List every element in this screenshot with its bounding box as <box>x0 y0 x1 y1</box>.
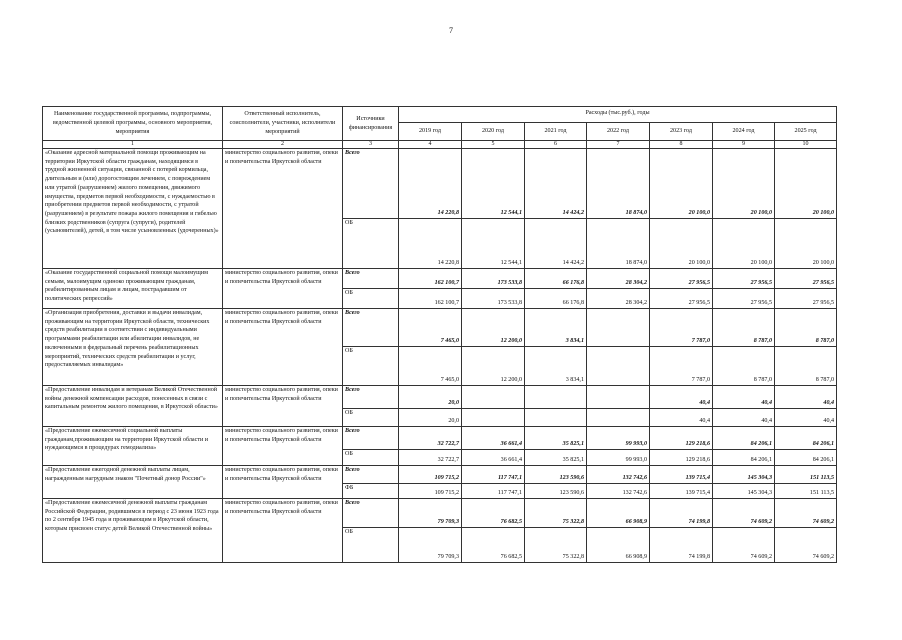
amount-budget: 75 322,8 <box>525 528 587 563</box>
amount-budget: 123 590,6 <box>525 484 587 499</box>
amount-budget: 12 200,0 <box>462 347 525 386</box>
amount-total: 74 609,2 <box>713 499 775 528</box>
source-budget: ОБ <box>343 219 399 269</box>
amount-total: 20,0 <box>399 386 462 409</box>
amount-budget: 27 956,5 <box>775 289 837 309</box>
amount-total: 20 100,0 <box>713 149 775 219</box>
amount-budget: 145 304,3 <box>713 484 775 499</box>
amount-budget: 8 787,0 <box>775 347 837 386</box>
amount-total: 117 747,1 <box>462 466 525 484</box>
amount-budget: 84 206,1 <box>775 450 837 466</box>
header-expenses: Расходы (тыс.руб.), годы <box>399 107 837 123</box>
amount-total: 32 722,7 <box>399 427 462 450</box>
column-number: 5 <box>462 141 525 149</box>
amount-total: 145 304,3 <box>713 466 775 484</box>
source-budget: ОБ <box>343 409 399 427</box>
responsible-executor: министерство социального развития, опеки и попечительства Иркутской области <box>223 309 343 386</box>
amount-budget: 27 956,5 <box>713 289 775 309</box>
source-budget: ОБ <box>343 347 399 386</box>
amount-budget: 20 100,0 <box>713 219 775 269</box>
header-year: 2019 год <box>399 123 462 141</box>
amount-budget: 79 709,3 <box>399 528 462 563</box>
amount-budget: 20,0 <box>399 409 462 427</box>
source-total: Всего <box>343 269 399 289</box>
header-year: 2022 год <box>587 123 650 141</box>
source-total: Всего <box>343 386 399 409</box>
amount-budget: 35 825,1 <box>525 450 587 466</box>
header-name: Наименование государственной программы, подпрограммы, ведомственной целевой программы, основного мероприятия, мероприятия <box>43 107 223 141</box>
amount-total: 40,4 <box>650 386 713 409</box>
amount-budget <box>462 409 525 427</box>
amount-budget: 27 956,5 <box>650 289 713 309</box>
table-row <box>43 269 837 289</box>
amount-total: 36 661,4 <box>462 427 525 450</box>
amount-total: 76 682,5 <box>462 499 525 528</box>
amount-total: 79 709,3 <box>399 499 462 528</box>
column-number: 7 <box>587 141 650 149</box>
column-number: 10 <box>775 141 837 149</box>
measure-name: «Предоставление ежегодной денежной выплаты лицам, награжденным нагрудным знаком "Почетный донор России"» <box>43 466 223 499</box>
amount-budget: 7 787,0 <box>650 347 713 386</box>
amount-budget <box>587 347 650 386</box>
amount-total: 27 956,5 <box>650 269 713 289</box>
header-year: 2023 год <box>650 123 713 141</box>
amount-total: 132 742,6 <box>587 466 650 484</box>
source-total: Всего <box>343 309 399 347</box>
measure-name: «Предоставление инвалидам и ветеранам Великой Отечественной войны денежной компенсации расходов, понесенных в связи с капитальным ремонтом жилого помещения, в Иркутской области» <box>43 386 223 427</box>
amount-budget: 3 834,1 <box>525 347 587 386</box>
amount-budget <box>525 409 587 427</box>
header-responsible: Ответственный исполнитель, соисполнители, участники, исполнители мероприятий <box>223 107 343 141</box>
header-year: 2025 год <box>775 123 837 141</box>
responsible-executor: министерство социального развития, опеки и попечительства Иркутской области <box>223 427 343 466</box>
column-number: 9 <box>713 141 775 149</box>
column-number: 3 <box>343 141 399 149</box>
source-budget: ОБ <box>343 289 399 309</box>
amount-total: 66 176,8 <box>525 269 587 289</box>
amount-budget: 7 465,0 <box>399 347 462 386</box>
amount-budget: 84 206,1 <box>713 450 775 466</box>
source-total: Всего <box>343 427 399 450</box>
amount-total: 35 825,1 <box>525 427 587 450</box>
amount-total: 66 908,9 <box>587 499 650 528</box>
amount-total: 28 304,2 <box>587 269 650 289</box>
table-row <box>43 427 837 450</box>
column-number: 8 <box>650 141 713 149</box>
amount-total: 40,4 <box>775 386 837 409</box>
amount-budget: 74 199,8 <box>650 528 713 563</box>
amount-total: 139 715,4 <box>650 466 713 484</box>
source-total: Всего <box>343 149 399 219</box>
measure-name: «Оказание адресной материальной помощи проживающим на территории Иркутской области гражданам, находящимся в трудной жизненной ситуации, связанной с потерей кормильца, длительным и (или) дорогостоящим лечением, с повреждением или утратой (разрушением) жилого помещения, движимого имущества, предметов первой необходимости, с нуждаемостью в приобретении предметов первой необходимости, с утратой (разрушением) в результате пожара жилого помещения и гибелью близких родственников (супруга (супруги), родителей (усыновителей), детей, в том числе усыновленных (удочеренных)» <box>43 149 223 269</box>
column-number: 6 <box>525 141 587 149</box>
amount-budget: 132 742,6 <box>587 484 650 499</box>
amount-total: 8 787,0 <box>713 309 775 347</box>
responsible-executor: министерство социального развития, опеки и попечительства Иркутской области <box>223 499 343 563</box>
amount-budget: 74 609,2 <box>775 528 837 563</box>
amount-total: 40,4 <box>713 386 775 409</box>
amount-budget: 173 533,8 <box>462 289 525 309</box>
amount-budget: 40,4 <box>650 409 713 427</box>
amount-budget: 117 747,1 <box>462 484 525 499</box>
amount-budget: 20 100,0 <box>775 219 837 269</box>
amount-total <box>587 309 650 347</box>
amount-total: 12 544,1 <box>462 149 525 219</box>
amount-budget <box>587 409 650 427</box>
amount-total: 12 200,0 <box>462 309 525 347</box>
amount-total: 84 206,1 <box>713 427 775 450</box>
amount-total: 173 533,8 <box>462 269 525 289</box>
source-total: Всего <box>343 466 399 484</box>
amount-budget: 40,4 <box>713 409 775 427</box>
measure-name: «Предоставление ежемесячной социальной выплаты гражданам,проживающим на территории Иркутской области и нуждающимся в процедурах гемодиализа» <box>43 427 223 466</box>
amount-budget: 66 908,9 <box>587 528 650 563</box>
amount-total: 99 993,0 <box>587 427 650 450</box>
amount-budget: 76 682,5 <box>462 528 525 563</box>
amount-total <box>462 386 525 409</box>
responsible-executor: министерство социального развития, опеки и попечительства Иркутской области <box>223 386 343 427</box>
header-year: 2021 год <box>525 123 587 141</box>
amount-total: 109 715,2 <box>399 466 462 484</box>
amount-total: 74 199,8 <box>650 499 713 528</box>
amount-total: 27 956,5 <box>713 269 775 289</box>
amount-total <box>587 386 650 409</box>
amount-total: 129 218,6 <box>650 427 713 450</box>
source-budget: ОБ <box>343 450 399 466</box>
column-number: 2 <box>223 141 343 149</box>
amount-total: 20 100,0 <box>775 149 837 219</box>
table-row <box>43 149 837 219</box>
amount-budget: 18 874,0 <box>587 219 650 269</box>
column-number: 1 <box>43 141 223 149</box>
amount-budget: 151 113,5 <box>775 484 837 499</box>
amount-total: 7 787,0 <box>650 309 713 347</box>
table-row <box>43 466 837 484</box>
measure-name: «Предоставление ежемесячной денежной выплаты гражданам Российской Федерации, родившимся в период с 23 июня 1923 года по 2 сентября 1945 года и проживающим в Иркутской области, которым присвоен статус детей Великой Отечественной войны» <box>43 499 223 563</box>
measure-name: «Оказание государственной социальной помощи малоимущим семьям, малоимущим одиноко проживающим гражданам, реабилитированным лицам и лицам, пострадавшим от политических репрессий» <box>43 269 223 309</box>
amount-total: 3 834,1 <box>525 309 587 347</box>
table-row <box>43 386 837 409</box>
amount-total: 162 100,7 <box>399 269 462 289</box>
amount-budget: 99 993,0 <box>587 450 650 466</box>
column-number: 4 <box>399 141 462 149</box>
source-budget: ФБ <box>343 484 399 499</box>
amount-total: 18 874,0 <box>587 149 650 219</box>
responsible-executor: министерство социального развития, опеки и попечительства Иркутской области <box>223 149 343 269</box>
amount-total: 84 206,1 <box>775 427 837 450</box>
amount-total: 8 787,0 <box>775 309 837 347</box>
header-year: 2024 год <box>713 123 775 141</box>
header-source: Источники финансирования <box>343 107 399 141</box>
source-budget: ОБ <box>343 528 399 563</box>
amount-budget: 32 722,7 <box>399 450 462 466</box>
amount-budget: 40,4 <box>775 409 837 427</box>
responsible-executor: министерство социального развития, опеки и попечительства Иркутской области <box>223 466 343 499</box>
amount-budget: 14 424,2 <box>525 219 587 269</box>
amount-total: 123 590,6 <box>525 466 587 484</box>
amount-total: 7 465,0 <box>399 309 462 347</box>
amount-budget: 20 100,0 <box>650 219 713 269</box>
header-year: 2020 год <box>462 123 525 141</box>
expenses-table <box>42 106 837 563</box>
amount-total <box>525 386 587 409</box>
amount-budget: 8 787,0 <box>713 347 775 386</box>
amount-total: 75 322,8 <box>525 499 587 528</box>
amount-total: 14 220,8 <box>399 149 462 219</box>
amount-budget: 28 304,2 <box>587 289 650 309</box>
amount-budget: 12 544,1 <box>462 219 525 269</box>
source-total: Всего <box>343 499 399 528</box>
amount-budget: 14 220,8 <box>399 219 462 269</box>
amount-total: 74 609,2 <box>775 499 837 528</box>
amount-total: 27 956,5 <box>775 269 837 289</box>
amount-budget: 109 715,2 <box>399 484 462 499</box>
amount-budget: 36 661,4 <box>462 450 525 466</box>
page-number: 7 <box>449 26 453 35</box>
responsible-executor: министерство социального развития, опеки и попечительства Иркутской области <box>223 269 343 309</box>
measure-name: «Организация приобретения, доставки и выдачи инвалидам, проживающим на территории Иркутской области, технических средств реабилитации в соответствии с индивидуальными программами реабилитации или абилитации инвалидов, не включенными в федеральный перечень реабилитационных мероприятий, технических средств реабилитации и услуг, предоставляемых инвалидам» <box>43 309 223 386</box>
amount-total: 20 100,0 <box>650 149 713 219</box>
amount-budget: 129 218,6 <box>650 450 713 466</box>
amount-total: 14 424,2 <box>525 149 587 219</box>
amount-budget: 162 100,7 <box>399 289 462 309</box>
table-row <box>43 309 837 347</box>
table-row <box>43 499 837 528</box>
amount-total: 151 113,5 <box>775 466 837 484</box>
amount-budget: 74 609,2 <box>713 528 775 563</box>
amount-budget: 66 176,8 <box>525 289 587 309</box>
amount-budget: 139 715,4 <box>650 484 713 499</box>
